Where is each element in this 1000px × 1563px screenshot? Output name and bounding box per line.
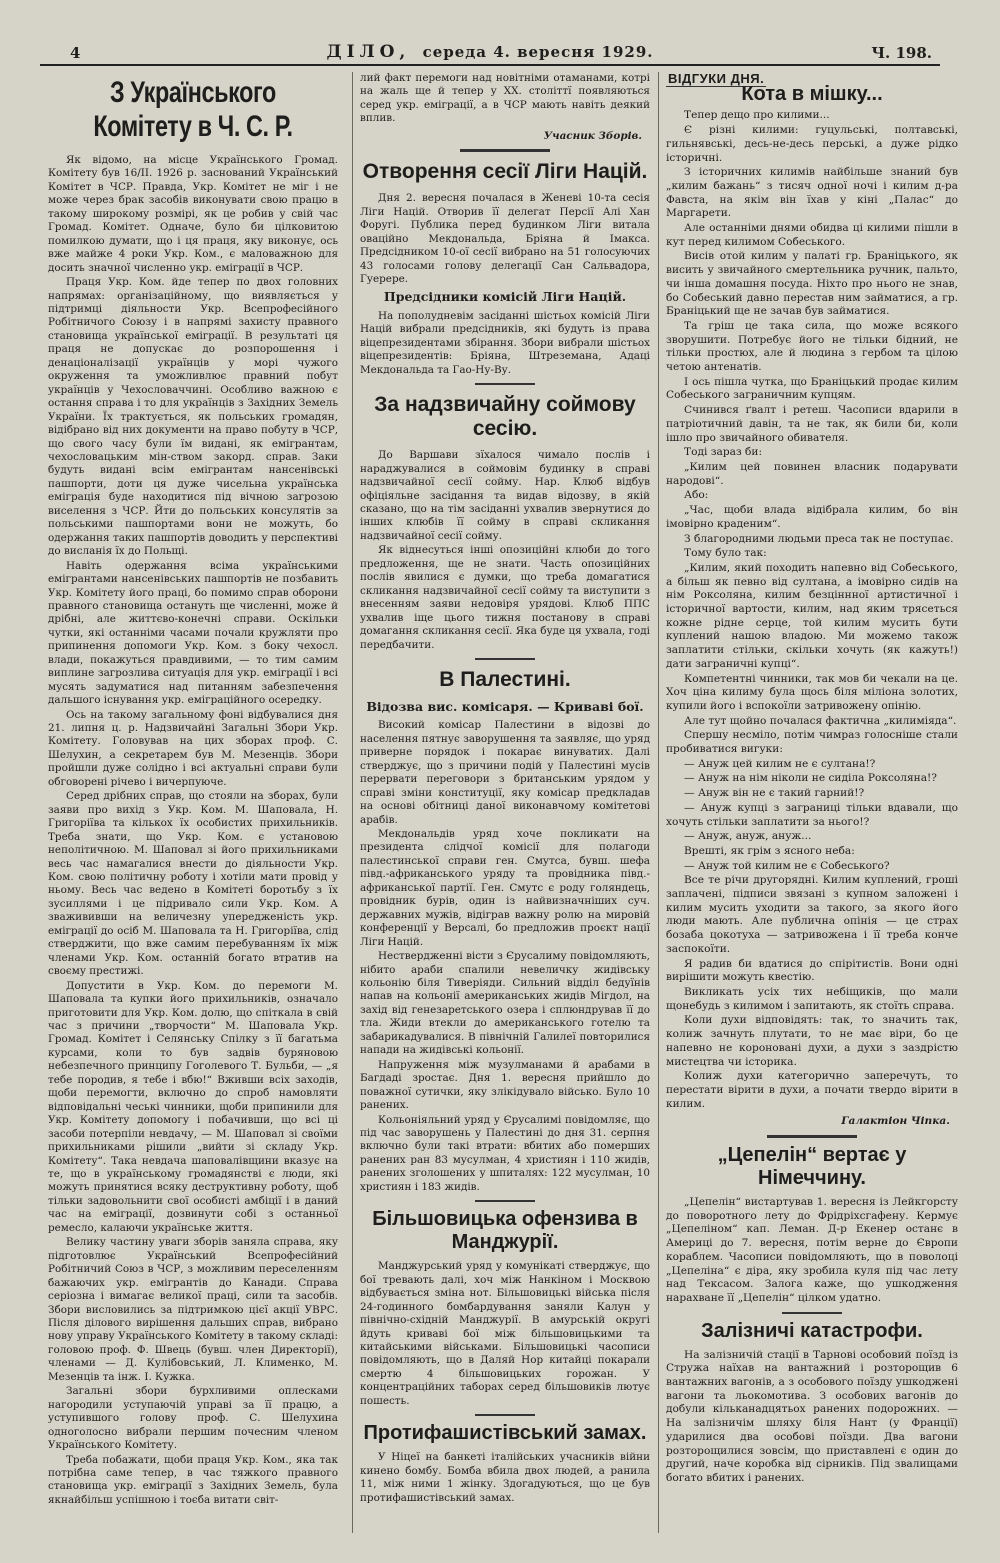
paragraph: Все те річи другорядні. Килим куплений, гроші заплачені, підписи звязані з купном заложені і килим мусить уходити за такого, за якого його люди мають. Але публична опінія — це страх бозаба цокотуха — затривожена і її треба конче заспокоїти. [666,874,958,955]
paragraph: Дня 2. вересня почалася в Женеві 10-та сесія Ліги Націй. Отворив її делегат Персії Алі Хан Форугі. Публика перед будинком Ліги витала оваційно Мекдональда, Бріяна й Імакса. Предсідником 10-ої сесії вибрано на 51 голосуючих 43 голосами голову делегації Сан Сальвадора, Гуерере. [360,192,650,285]
column-2 [360,72,650,1506]
column-3 [666,72,958,1487]
section-rule [475,1200,535,1202]
paragraph: — Ануж на нім ніколи не сиділа Роксоляна!? [684,772,937,785]
paragraph: Счинився ґвалт і ретеш. Часописи вдарили в патріотичний давін, та не так, як били би, коли ішло про звичайного обивателя. [666,404,958,444]
paragraph: Треба побажати, щоби праця Укр. Ком., яка так потрібна саме тепер, в час тяжкого правного становища укр. еміграції з Західних Земель, була якнайбільш успішною і тоєба витати світ- [48,1453,338,1506]
article-title-zeppelin: „Цепелін“ вертає у Німеччину. [717,1144,907,1190]
section-rule [475,658,535,660]
paragraph: До Варшави зїхалося чимало послів і нараджувалися в соймовім будинку в справі надзвичайної сесії сойму. Нар. Клюб відбув офіціяльне засідання та видав відозву, в якій сказано, що на тім засіданні ухвалив звернутися до інших клюбів її сойму в справі скликання надзвичайної сесії сойму. [360,449,650,542]
page-header [40,38,940,66]
paragraph: — Ануж купці з заграниці тільки вдавали, що хочуть стільки заплатити за нього!? [666,801,958,828]
section-rule [460,149,550,152]
issue-number: Ч. 198. [871,44,932,62]
article-title-rail: Залізничі катастрофи. [701,1319,923,1342]
paragraph: Допустити в Укр. Ком. до перемоги М. Шаповала та купки його прихильників, означало приготовити для Укр. Ком. долю, що спіткала в свій час з причини „творчости“ М. Шаповала Укр. Громад. Комітет і Селянську Спілку з її багатьма курсами, коли то був задвів буряновою небезпечного принципу Гоголевого Т. Бульби, — „я тебе породив, я тебе і вбю!“ Вживши всіх заходів, щоби перемогти, включно до спроб намовляти відповідальні чеські чинники, щоби припинили для Укр. Комітету допомогу і побачивши, що всі ці засоби потерпіли невдачу, — М. Шаповал зі своїми прихильниками рішили „вийти зі складу Укр. Комітету“. Така невдача шаповалівщини вказує на те, що в українському громадянстві є люди, які можуть принятися всяку деструктивну роботу, щоб тільки задовольнити свої особисті амбіції і в даний час на еміграції, дозвинути собі з останньої ремесло, калаючи українське життя. [48,979,338,1234]
column-divider [658,72,659,1533]
paragraph: — Ануж він не є такий гарний!? [684,787,865,800]
paragraph-continued: лий факт перемоги над новітніми отаманами, котрі на жаль ще й тепер у XX. століттї появляються серед укр. еміграції, а в ЧСР мають навіть деякий вплив. [360,72,650,125]
paragraph: Напруження між музулманами й арабами в Багдаді зростає. Дня 1. вересня прийшло до поважної сутички, яку злікідувало військо. Було 10 ранених. [360,1058,650,1112]
paragraph: Загальні збори бурхливими оплесками нагородили уступаючій управі за її працю, а уступившого голову проф. С. Шелухина одноголосно вибрали першим почесним членом Українського Комітету. [48,1385,338,1452]
article-subtitle-league: Предсідники комісій Ліги Націй. [383,289,627,305]
paragraph: І ось пішла чутка, що Браніцький продає килим Собеського заграничним купцям. [666,375,958,402]
paper-name: ДІЛО, [326,42,411,62]
paragraph: „Килим, який походить напевно від Собеського, а більш як певно від султана, а імовірно сидів на нім Роксоляна, килим безціннної артистичної і історичної вартости, килим, над яким трясеться кожне рідне серце, той килим мусить бути куплений нашою владою. Ми можемо також заплатити стільки, скільки хочуть (як кажуть!) дати заграничні купці“. [666,561,958,670]
paragraph: Праця Укр. Ком. йде тепер по двох головних напрямах: організаційному, що виявляється у підтримці діяльности Укр. Всепрофесійного Робітничого Союзу і в напрямі захисту правного становища української еміграції. В результаті ця праця не допускає до розпорошення і денаціоналізації українців у морі чужого окруження та уможливлює правний побут українців у Чехословаччині. Особливо важною є остання справа і то для українців з Західних Земель України. Їх трактується, як польських громадян, відібрано від них документи на право побуту в ЧСР, що свого часу були їм видані, як емігрантам, чехословацьким мін-ством закорд. справ. Заки будуть видані всім емігрантам нансенівські пашпорти, доти ця дуже чисельна українська еміграція буде находитися під вічною загрозою виселення з ЧСР. Йти до польських консулятів за польськими пашпортами вони не можуть, бо одержання таких пашпортів доводить у перспективі до висланія їх до Польщі. [48,276,338,558]
paragraph: Але тут щойно почалася фактична „килиміяда“. [684,714,957,727]
page-number: 4 [70,44,81,62]
paragraph: Я радив би вдатися до спірітистів. Вони одні вирішити можуть квестію. [666,957,958,984]
article-signature: Галактіон Чіпка. [841,1115,950,1128]
column-1 [48,72,338,1508]
paragraph: Серед дрібних справ, що стояли на зборах, були заяви про вихід з Укр. Ком. М. Шаповала, Н. Григоріїва та кількох їх особистих прихильників. Треба знати, що Укр. Ком. є установою неполітичною. М. Шаповал зі його прихильниками весь час намагалися внести до діяльности Укр. Ком. свою політичну роботу і хотіли мати провід у ньому. Весь час ведено в Комітеті боротьбу з їх зусиллями і це підривало сили Укр. Ком. А зважививши на величезну упередженість укр. еміграції до осіб М. Шаповала та Н. Григоріїва, слід стверджити, що вже самим перебуванням їх між членами Укр. Ком. останній богато втратив на своєму престижі. [48,790,338,978]
paragraph: Або: [684,489,709,502]
paragraph: — Ануж, ануж, ануж... [684,830,812,843]
article-title-ukr-committee: З Українського Комітету в Ч. С. Р. [93,76,293,143]
masthead-line [40,42,940,62]
paragraph: Велику частину уваги зборів заняла справа, яку підготовлює Український Всепрофесійний Робітничий Союз в ЧСР, з можливим переселенням бажаючих укр. емігрантів до Канади. Справа серіозна і вимагає великої праці, сили та засобів. Збори висловились за підтримкою цієї акції УВРС. Після ділового вирішення дальших справ, вибрано нову управу Українського Комітету в такому складі: головою проф. Ф. Швець (бувш. член Директорії), членами — Д. Кулібовський, Л. Клименко, М. Мезенців та інж. І. Кужка. [48,1236,338,1383]
paragraph: Кольоніяльний уряд у Єрусалимі повідомляє, що під час заворушень у Палестині до дня 31. серпня включно були такі втрати: вбитих або померших ранених ран 83 мусулман, 4 християн і 110 жидів, ранених зголошених у шпиталях: 122 мусулман, 10 християн і 183 жидів. [360,1113,650,1193]
paragraph: Але останніми днями обидва ці килими пішли в кут перед килимом Собеського. [666,222,958,248]
paragraph: Врешті, як грім з ясного неба: [684,844,855,857]
paragraph: Манджурський уряд у комунікаті стверджує, що бої тревають далі, хоч між Нанкіном і Москвою відбувається зміна нот. Більшовицькі війська після 24-годинного бомбардування заняли Калун у північно-східній Манджурії. В амурській округі йдуть криваві бої між більшовицькими та китайськими військами. Більшовицькі часописи повідомляють, що в Даляй Нор китайці покарали смертю 4 більшовицьких горожан. У концентраційних таборах серед більшовиків лютує пошесть. [360,1260,650,1407]
article-title-antifascist: Протифашистівський замах. [363,1422,647,1445]
paragraph: „Цепелін“ виcтартував 1. вересня із Лейкгорсту до поворотного лету до Фрідріхсгафену. Кермує „Цепеліном“ кап. Леман. Д-р Екенер останє в Америці до 7. вересня, потім верне до Європи кораблем. Часописи повідомляють, що в поволоці „Цепеліна“ є діра, яку зробила куля під час лету над Тексасом. Залога каже, що ушкодження нарахване її „Цепелін“ цілком удатно. [666,1196,958,1304]
paragraph: Коли духи відповідять: так, то значить так, колиж зачнуть плутати, то не має віри, бо це напевно не короновані духи, а духи з заздрістю мистецтва чи історика. [666,1014,958,1068]
article-title-cat: Кота в мішку... [741,82,883,105]
paragraph: „Килим цей повинен власник подарувати народові“. [666,460,958,487]
paragraph: З благородними людьми преса так не поступає. [684,532,954,545]
paragraph: Викликать усіх тих небіщиків, що мали щонебудь з килимом і запитають, як стоїть справа. [666,986,958,1012]
paragraph: — Ануж цей килим не є султана!? [684,757,876,770]
rubric-label: ВІДГУКИ ДНЯ. [668,71,765,86]
paragraph: Тепер дещо про килими... [684,109,830,122]
paragraph: Висів отой килим у палаті гр. Браніцького, як висить у звичайного смертельника ручник, пальто, чи інша домашня посуда. Ніхто про нього не знав, бо Собеський давно перестав ним займатися, а гр. Браніцький ще не зачав був займатися. [666,250,958,318]
paragraph: На пополудневім засіданні шістьох комісій Ліги Націй вибрали предсідників, які будуть із права віцепрезидентами збірання. Збори вибрали шістьох віцепрезидентів: Бріяна, Штреземана, Адаці Мекдональда та Гао-Ну-Ву. [360,309,650,376]
paragraph: Високий комісар Палестини в відозві до населення пятнує заворушення та заявляє, що уряд приверне порядок і покарає винуватих. Далі стверджує, що з причини подій у Палестині мусів перервати переговори з британським урядом у справі зміни конституції, яку комісар предкладав на основі обітниці даної виконавчому комітетові арабів. [360,719,650,826]
paragraph: У Ніцеї на банкеті італійських учасників війни кинено бомбу. Бомба вбила двох людей, а ранила 11, між ними 1 жінку. Здогадуються, що це був протифашистівський замах. [360,1451,650,1504]
section-rule [782,1312,842,1314]
paragraph: Колиж духи категорично заперечуть, то перестати вірити в духи, а почати твердо вірити в килим. [666,1070,958,1110]
section-rule [767,1135,857,1138]
paragraph: З історичних килимів найбільше знаний був „килим бажань“ з тисяч одної ночі і килим д-ра Фавста, на якім він їхав у кіні „Палас“ до Маргарети. [666,166,958,220]
paragraph: — Ануж той килим не є Собеського? [684,859,890,872]
column-divider [352,72,353,1533]
section-rule [475,1414,535,1416]
paragraph: Як віднесуться інші опозиційні клюби до того предложення, ще не знати. Часть опозиційних послів явилися є думки, що треба домагатися скликання надзвичайної сесії сойму та виступити з внесенням заяви недовіря урядові. Клюб ППС ухвалив іще цього тижня постанову в справі домагання скликання сесії. Яка буде ця ухвала, годі передбачити. [360,544,650,651]
article-title-bolshevik: Більшовицька офензива в Манджурії. [372,1208,638,1254]
article-body-cat [666,109,958,1111]
paragraph: Навіть одержання всіма українськими емігрантами нансенівських пашпортів не позбавить Укр. Комітету його праці, бо помимо справ оборони правного становища остануть ще численні, може й дрібні, але життєво-конечні справи. Оскільки чутки, які останніми часами почали кружляти про припинення допомоги Укр. Ком. з боку чехосл. влади, покажуться правдивими, — то тим самим виплине загрозлива ситуація для укр. еміграції і всі мусять задуматися над питанням забезпечення дальшого існування укр. еміграційного осередку. [48,559,338,707]
paragraph: Нествердженні вісти з Єрусалиму повідомляють, нібито араби спалили невеличку жидівську кольонію біля Тиверіяди. Сильний відділ бедуїнів напав на кольонії американських жидів Мігдол, на захід від генезаретського озера і сплюндрував її до тла. Жиди втекли до американського готелю та забарикадувалися. В північній Галилеї повторилися напади на жидівські кольонії. [360,950,650,1057]
article-signature: Учасник Зборів. [543,129,642,142]
article-title-sejm: За надзвичайну соймову сесію. [374,393,636,441]
paragraph: Є різні килими: гуцульські, полтавські, гильнявські, десь-не-десь перські, а дуже рідко історичні. [666,124,958,164]
paragraph: „Час, щоби влада відібрала килим, бо він імовірно краденим“. [666,504,958,530]
article-title-league: Отворення сесії Ліги Націй. [362,160,648,184]
paragraph: Та гріш це така сила, що може всякого зворушити. Потребує його не тільки бідний, не тільки простюх, але й людина з гербом та цілою четою антенатів. [666,319,958,374]
section-rule [475,383,535,385]
issue-date: середа 4. вересня 1929. [422,43,654,61]
article-subtitle-palestine: Відозва вис. комісаря. — Криваві бої. [366,698,644,714]
paragraph: Тоді зараз би: [684,446,763,459]
paragraph: Мекдональдів уряд хоче покликати на президента слідчої комісії для полагоди палестинської справи ген. Смутса, бувш. шефа півд.-африканського уряду та провідника півд.-африканської партії. Ген. Смутс є роду голяндець, провідник бурів, один із найвизначніших суч. державних мужів, відіграв важну ролю на мировій конференції у Версалі, бо предложив проєкт нації Ліги Націй. [360,828,650,948]
paragraph: Компетентні чинники, так мов би чекали на це. Хоч ціна килиму була щось біля міліона золотих, купили його і вспокоїли затривожену опінію. [666,672,958,712]
paragraph: Спершу несміло, потім чимраз голосніше стали пробиватися вигуки: [666,729,958,756]
paragraph: Як відомо, на місце Українського Громад. Комітету був 16/II. 1926 р. заснований Український Комітет в ЧСР. Правда, Укр. Комітет не міг і не може через брак засобів виконувати свою працю в такому широкому розмірі, як це робив у свій час Громад. Комітет. Одначе, було би цілковитою помилкою думати, що і ця праця, яку виконує, ось вже майже 4 роки Укр. Ком., є маловажною для досить значної численно укр. еміграції в ЧСР. [48,154,338,274]
paragraph: Тому було так: [684,547,767,560]
paragraph: Ось на такому загальному фоні відбувалися дня 21. липня ц. р. Надзвичайні Загальні Збори Укр. Комітету. Головував на цих зборах проф. С. Шелухин, а секретарем був М. Мезенців. Збори пройшли дуже солідно і всі актуальні справи були обговорені річево і вичерпуюче. [48,708,338,788]
article-body-ukr-committee [48,154,338,1507]
article-title-palestine: В Палестині. [439,667,571,691]
paragraph: На залізничій стації в Тарнові особовий поїзд із Стружа наїхав на вантажний і розторощив 6 вантажних вагонів, а з особового поїзду ушкоджені вагони та льокомотива. З особових вагонів до добули кільканадцятьох ранених подорожних. — На залізничім шляху біля Нант (у Франції) ударилися два особові поїзди. Два вагони розторощилися зовсім, що приставлені є один до другий, наче коробка від сірників. Під звалищами богато вбитих і ранених. [666,1348,958,1484]
